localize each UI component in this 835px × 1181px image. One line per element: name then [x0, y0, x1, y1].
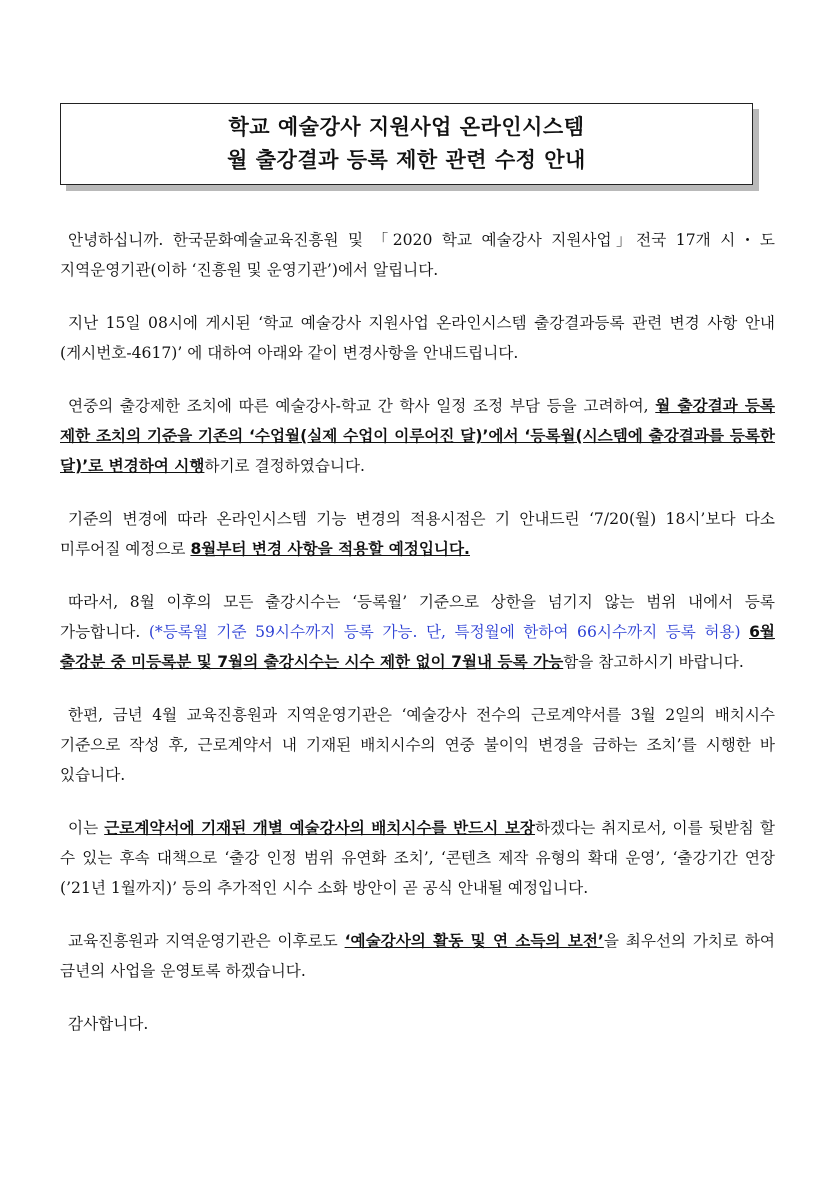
paragraph-greeting: 안녕하십니까. 한국문화예술교육진흥원 및 「2020 학교 예술강사 지원사업」전국 17개 시・도 지역운영기관(이하 ‘진흥원 및 운영기관’)에서 알립니다.: [60, 231, 775, 279]
text-span: [741, 623, 750, 641]
text-span: 이는: [68, 819, 105, 837]
underlined-emphasis: ‘예술강사의 활동 및 연 소득의 보전’: [344, 932, 604, 950]
underlined-emphasis: 6월 출강분 중 미등록분 및 7월의 출강시수는 시수 제한 없이 7월내 등록 가능: [60, 623, 775, 671]
text-span: 하겠다는 취지로서, 이를 뒷받침 할 수 있는 후속 대책으로 ‘출강 인정 범위 유연화 조치’, ‘콘텐츠 제작 유형의 확대 운영’, ‘출강기간 연장(’21년 1월까지)’ 등의 추가적인 시수 소화 방안이 곧 공식 안내될 예정입니다.: [60, 819, 775, 897]
notice-body: [60, 225, 775, 1062]
paragraph-guarantee: [60, 813, 775, 903]
paragraph-limit: [60, 587, 775, 677]
paragraph-contract: 한편, 금년 4월 교육진흥원과 지역운영기관은 ‘예술강사 전수의 근로계약서를 3월 2일의 배치시수 기준으로 작성 후, 근로계약서 내 기재된 배치시수의 연중 불이익 변경을 금하는 조치’를 시행한 바 있습니다.: [60, 706, 775, 784]
title-frame: [60, 103, 753, 185]
paragraph-change: [60, 391, 775, 481]
underlined-emphasis: 월 출강결과 등록 제한 조치의 기준을 기존의 ‘수업월(실제 수업이 이루어진 달)’에서 ‘등록월(시스템에 출강결과를 등록한 달)’로 변경하여 시행: [60, 397, 775, 475]
text-span: 교육진흥원과 지역운영기관은 이후로도: [68, 932, 345, 950]
paragraph-commitment: [60, 926, 775, 986]
text-span: 을 최우선의 가치로 하여 금년의 사업을 운영토록 하겠습니다.: [60, 932, 775, 980]
text-span: 하기로 결정하였습니다.: [204, 457, 365, 475]
blue-note: (*등록월 기준 59시수까지 등록 가능. 단, 특정월에 한하여 66시수까지 등록 허용): [148, 623, 741, 641]
text-span: 연중의 출강제한 조치에 따른 예술강사-학교 간 학사 일정 조정 부담 등을 고려하여,: [68, 397, 656, 415]
text-span: 기준의 변경에 따라 온라인시스템 기능 변경의 적용시점은 기 안내드린 ‘7/20(월) 18시’보다 다소 미루어질 예정으로: [60, 510, 775, 558]
title-line-2: 월 출강결과 등록 제한 관련 수정 안내: [227, 148, 586, 172]
title-line-1: 학교 예술강사 지원사업 온라인시스템: [228, 115, 585, 139]
text-span: 따라서, 8월 이후의 모든 출강시수는 ‘등록월’ 기준으로 상한을 넘기지 않는 범위 내에서 등록 가능합니다.: [60, 593, 775, 641]
closing-text: 감사합니다.: [68, 1015, 149, 1033]
text-span: 함을 참고하시기 바랍니다.: [563, 653, 744, 671]
title-box: [60, 103, 753, 185]
paragraph-schedule: [60, 504, 775, 564]
paragraph-reference: 지난 15일 08시에 게시된 ‘학교 예술강사 지원사업 온라인시스템 출강결과등록 관련 변경 사항 안내(게시번호-4617)’ 에 대하여 아래와 같이 변경사항을 안내드립니다.: [60, 314, 775, 362]
underlined-emphasis: 8월부터 변경 사항을 적용할 예정입니다.: [190, 540, 470, 558]
underlined-emphasis: 근로계약서에 기재된 개별 예술강사의 배치시수를 반드시 보장: [104, 819, 535, 837]
